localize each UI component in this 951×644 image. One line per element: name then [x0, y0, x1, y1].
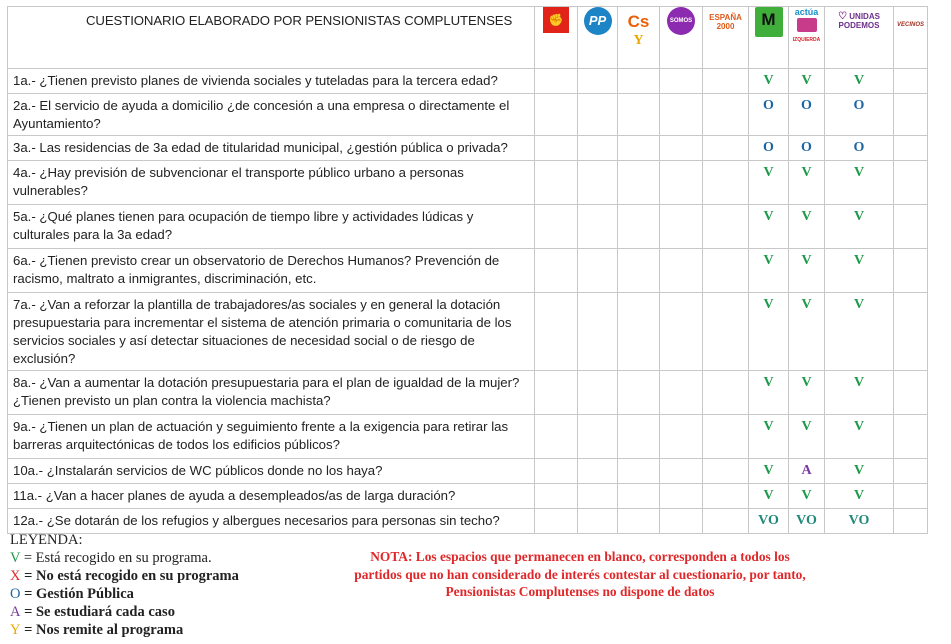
- espana2000-logo: ESPAÑA 2000: [709, 13, 742, 31]
- answer-cell: [618, 69, 660, 94]
- answer-cell: V: [825, 205, 894, 249]
- answer-cell: [703, 484, 749, 509]
- answer-cell: [578, 459, 618, 484]
- answer-cell: [578, 205, 618, 249]
- answer-cell: V: [749, 249, 789, 293]
- table-row: [8, 459, 928, 484]
- legend-text: = Se estudiará cada caso: [20, 604, 175, 620]
- pp-logo: PP: [584, 7, 612, 35]
- answer-cell: V: [825, 415, 894, 459]
- actua-logo-mark: [797, 18, 817, 32]
- answer-cell: [894, 249, 928, 293]
- question-text: 2a.- El servicio de ayuda a domicilio ¿de concesión a una empresa o directamente el Ayuntamiento?: [8, 94, 535, 136]
- answer-cell: [703, 205, 749, 249]
- legend-key: X: [10, 568, 21, 584]
- question-text: 9a.- ¿Tienen un plan de actuación y seguimiento frente a la exigencia para retirar las barreras arquitectónicas de todos los edificios públicos?: [8, 415, 535, 459]
- answer-cell: [578, 371, 618, 415]
- answer-cell: [703, 293, 749, 371]
- answer-cell: [618, 94, 660, 136]
- answer-cell: [660, 205, 703, 249]
- answer-cell: [578, 136, 618, 161]
- legend-item: [10, 621, 239, 639]
- answer-cell: [618, 459, 660, 484]
- answer-cell: [660, 509, 703, 534]
- answer-cell: [535, 484, 578, 509]
- ciudadanos-logo: Cs: [627, 12, 650, 31]
- question-text: 4a.- ¿Hay previsión de subvencionar el transporte público urbano a personas vulnerables?: [8, 161, 535, 205]
- answer-cell: [535, 371, 578, 415]
- answer-cell: [703, 371, 749, 415]
- answer-cell: [618, 509, 660, 534]
- table-row: [8, 509, 928, 534]
- legend-item: [10, 549, 239, 567]
- answer-cell: [578, 293, 618, 371]
- answer-cell: [618, 415, 660, 459]
- answer-cell: [618, 484, 660, 509]
- answer-cell: [578, 94, 618, 136]
- answer-cell: [660, 293, 703, 371]
- question-text: 10a.- ¿Instalarán servicios de WC públicos donde no los haya?: [8, 459, 535, 484]
- answer-cell: [535, 94, 578, 136]
- unidas-podemos-logo: [825, 12, 893, 30]
- answer-cell: [894, 205, 928, 249]
- answer-cell: [703, 161, 749, 205]
- answer-cell: [894, 69, 928, 94]
- answer-cell: [535, 293, 578, 371]
- answer-cell: [578, 249, 618, 293]
- answer-cell: V: [825, 293, 894, 371]
- answer-cell: [618, 161, 660, 205]
- question-text: 8a.- ¿Van a aumentar la dotación presupuestaria para el plan de igualdad de la mujer? ¿Tienen previsto un plan contra la violencia machista?: [8, 371, 535, 415]
- answer-cell: O: [749, 94, 789, 136]
- question-text: 1a.- ¿Tienen previsto planes de vivienda sociales y tuteladas para la tercera edad?: [8, 69, 535, 94]
- ciudadanos-answer-mark: Y: [633, 33, 644, 48]
- answer-cell: [578, 484, 618, 509]
- question-text: 11a.- ¿Van a hacer planes de ayuda a desempleados/as de larga duración?: [8, 484, 535, 509]
- answer-cell: [660, 69, 703, 94]
- answer-cell: V: [749, 69, 789, 94]
- answer-cell: [894, 371, 928, 415]
- answer-cell: [894, 459, 928, 484]
- answer-cell: V: [825, 69, 894, 94]
- answer-cell: V: [789, 161, 825, 205]
- legend-text: = No está recogido en su programa: [20, 568, 239, 584]
- table-row: [8, 94, 928, 136]
- answer-cell: [618, 205, 660, 249]
- legend-item: [10, 585, 239, 603]
- answer-cell: [660, 136, 703, 161]
- legend-key: V: [10, 550, 21, 566]
- answer-cell: V: [825, 161, 894, 205]
- answer-cell: [535, 136, 578, 161]
- answer-cell: [578, 161, 618, 205]
- answer-cell: V: [789, 415, 825, 459]
- answer-cell: [618, 249, 660, 293]
- answer-cell: [535, 69, 578, 94]
- legend-text: = Nos remite al programa: [20, 622, 184, 638]
- answer-cell: [578, 69, 618, 94]
- answer-cell: [894, 293, 928, 371]
- questionnaire-table: [7, 6, 928, 534]
- table-row: [8, 415, 928, 459]
- answer-cell: V: [749, 293, 789, 371]
- note: NOTA: Los espacios que permanecen en blanco, corresponden a todos los partidos que no han considerado de interés contestar al cuestionario, por tanto, Pensionistas Complutenses no dispone de datos: [354, 549, 806, 599]
- answer-cell: V: [825, 484, 894, 509]
- psoe-logo: ✊: [543, 7, 569, 33]
- question-text: 6a.- ¿Tienen previsto crear un observatorio de Derechos Humanos? Prevención de racismo, maltrato a inmigrantes, discriminación, etc.: [8, 249, 535, 293]
- answer-cell: V: [749, 484, 789, 509]
- actua-logo-text: actúa: [794, 7, 819, 17]
- answer-cell: V: [789, 205, 825, 249]
- answer-cell: [660, 94, 703, 136]
- answer-cell: [703, 136, 749, 161]
- answer-cell: [618, 371, 660, 415]
- answer-cell: [660, 161, 703, 205]
- answer-cell: O: [825, 94, 894, 136]
- unidas-podemos-logo-text: UNIDAS PODEMOS: [838, 12, 880, 30]
- table-row: [8, 161, 928, 205]
- table-row: [8, 484, 928, 509]
- actua-logo: [793, 7, 821, 45]
- answer-cell: O: [789, 136, 825, 161]
- answer-cell: [894, 161, 928, 205]
- question-text: 5a.- ¿Qué planes tienen para ocupación de tiempo libre y actividades lúdicas y culturales para la 3a edad?: [8, 205, 535, 249]
- answer-cell: [660, 459, 703, 484]
- legend-item: [10, 603, 239, 621]
- answer-cell: [535, 459, 578, 484]
- answer-cell: [618, 136, 660, 161]
- answer-cell: A: [789, 459, 825, 484]
- answer-cell: [703, 94, 749, 136]
- answer-cell: O: [749, 136, 789, 161]
- answer-cell: V: [749, 415, 789, 459]
- legend-key: O: [10, 586, 21, 602]
- answer-cell: V: [749, 459, 789, 484]
- answer-cell: [535, 205, 578, 249]
- answer-cell: [894, 94, 928, 136]
- answer-cell: [894, 136, 928, 161]
- heart-icon: ♡: [838, 11, 848, 22]
- answer-cell: V: [789, 293, 825, 371]
- answer-cell: [535, 509, 578, 534]
- answer-cell: V: [749, 161, 789, 205]
- question-text: 12a.- ¿Se dotarán de los refugios y albergues necesarios para personas sin techo?: [8, 509, 535, 534]
- answer-cell: V: [789, 484, 825, 509]
- answer-cell: [578, 415, 618, 459]
- answer-cell: [535, 249, 578, 293]
- actua-logo-sub: IZQUIERDA: [792, 37, 821, 43]
- legend-text: = Está recogido en su programa.: [20, 550, 212, 566]
- mas-madrid-logo: M: [755, 7, 783, 37]
- answer-cell: [660, 371, 703, 415]
- answer-cell: V: [789, 371, 825, 415]
- answer-cell: O: [825, 136, 894, 161]
- question-text: 3a.- Las residencias de 3a edad de titularidad municipal, ¿gestión pública o privada?: [8, 136, 535, 161]
- answer-cell: [660, 415, 703, 459]
- legend-key: Y: [10, 622, 21, 638]
- answer-cell: V: [789, 249, 825, 293]
- legend-heading: LEYENDA:: [10, 532, 83, 548]
- answer-cell: V: [749, 371, 789, 415]
- answer-cell: VO: [749, 509, 789, 534]
- answer-cell: VO: [789, 509, 825, 534]
- table-row: [8, 293, 928, 371]
- answer-cell: O: [789, 94, 825, 136]
- answer-cell: [578, 509, 618, 534]
- legend-text: = Gestión Pública: [20, 586, 134, 602]
- questionnaire-title: CUESTIONARIO ELABORADO POR PENSIONISTAS COMPLUTENSES: [8, 7, 535, 69]
- legend-key: A: [10, 604, 21, 620]
- answer-cell: V: [749, 205, 789, 249]
- answer-cell: [703, 249, 749, 293]
- answer-cell: [703, 69, 749, 94]
- answer-cell: VO: [825, 509, 894, 534]
- answer-cell: [535, 161, 578, 205]
- legend-item: [10, 567, 239, 585]
- table-row: [8, 249, 928, 293]
- answer-cell: [535, 415, 578, 459]
- answer-cell: [894, 484, 928, 509]
- answer-cell: [618, 293, 660, 371]
- somos-logo: SOMOS: [667, 7, 695, 35]
- answer-cell: [660, 249, 703, 293]
- answer-cell: V: [789, 69, 825, 94]
- question-text: 7a.- ¿Van a reforzar la plantilla de trabajadores/as sociales y en general la dotación presupuestaria para incrementar el sistema de atención primaria o comunitaria de los servicios sociales y así detectar situaciones de necesidad social o de riesgo de exclusión?: [8, 293, 535, 371]
- answer-cell: [660, 484, 703, 509]
- answer-cell: [703, 509, 749, 534]
- table-row: [8, 69, 928, 94]
- answer-cell: V: [825, 371, 894, 415]
- vecinos-logo: VECINOS: [896, 22, 924, 28]
- answer-cell: [703, 459, 749, 484]
- answer-cell: [703, 415, 749, 459]
- answer-cell: [894, 509, 928, 534]
- table-row: [8, 205, 928, 249]
- answer-cell: V: [825, 459, 894, 484]
- legend: [10, 531, 239, 639]
- answer-cell: [894, 415, 928, 459]
- table-row: [8, 136, 928, 161]
- table-row: [8, 371, 928, 415]
- answer-cell: V: [825, 249, 894, 293]
